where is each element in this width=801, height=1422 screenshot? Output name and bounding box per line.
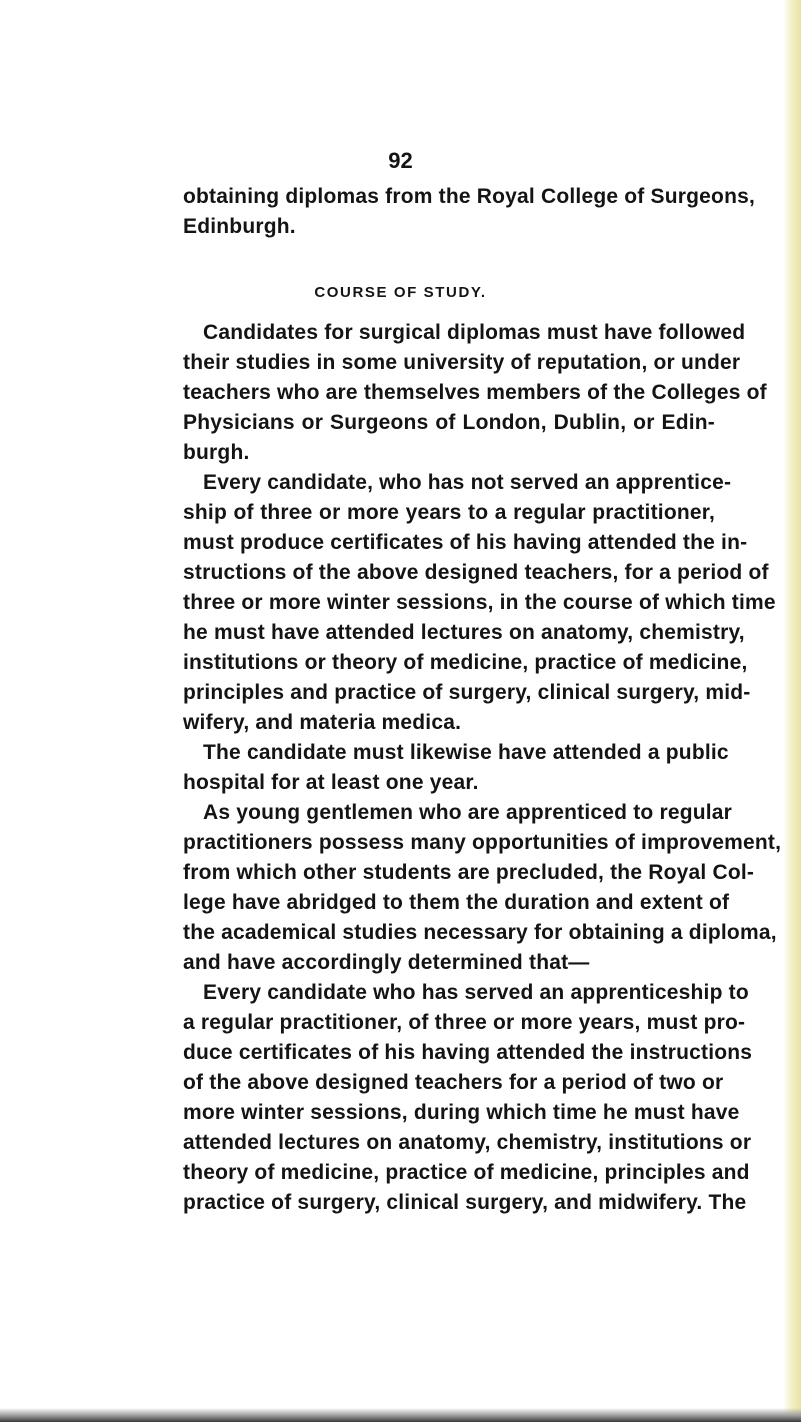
text-line: and have accordingly determined that—	[183, 951, 590, 974]
text-line: ship of three or more years to a regular practitioner,	[183, 501, 715, 524]
text-line: structions of the above designed teachers, for a period of	[183, 561, 769, 584]
text-line: practitioners possess many opportunities of improvement,	[183, 831, 782, 854]
section-heading: COURSE OF STUDY.	[314, 284, 487, 301]
text-line: attended lectures on anatomy, chemistry, institutions or	[183, 1131, 752, 1154]
text-line: burgh.	[183, 441, 250, 464]
text-line: theory of medicine, practice of medicine, principles and	[183, 1161, 750, 1184]
text-line: Candidates for surgical diplomas must have followed	[203, 321, 746, 344]
text-line: The candidate must likewise have attended a public	[203, 741, 729, 764]
text-line: Edinburgh.	[183, 215, 296, 238]
text-line: Every candidate, who has not served an apprentice-	[203, 471, 732, 494]
text-line: three or more winter sessions, in the course of which time	[183, 591, 776, 614]
text-line: duce certificates of his having attended the instructions	[183, 1041, 753, 1064]
text-line: of the above designed teachers for a period of two or	[183, 1071, 724, 1094]
text-line: must produce certificates of his having attended the in-	[183, 531, 748, 554]
text-line: practice of surgery, clinical surgery, and midwifery. The	[183, 1191, 747, 1214]
text-line: principles and practice of surgery, clinical surgery, mid-	[183, 681, 751, 704]
text-line: Physicians or Surgeons of London, Dublin, or Edin-	[183, 411, 715, 434]
text-line: wifery, and materia medica.	[183, 711, 462, 734]
text-line: their studies in some university of reputation, or under	[183, 351, 741, 374]
body-text	[183, 318, 782, 1218]
intro-paragraph	[183, 182, 756, 242]
text-line: teachers who are themselves members of the Colleges of	[183, 381, 767, 404]
text-line: obtaining diplomas from the Royal College of Surgeons,	[183, 185, 756, 208]
text-line: Every candidate who has served an apprenticeship to	[203, 981, 749, 1004]
text-line: hospital for at least one year.	[183, 771, 479, 794]
text-line: institutions or theory of medicine, practice of medicine,	[183, 651, 748, 674]
page-number: 92	[388, 148, 413, 173]
page-edge-bottom	[0, 1408, 801, 1422]
text-line: he must have attended lectures on anatomy, chemistry,	[183, 621, 745, 644]
text-line: more winter sessions, during which time he must have	[183, 1101, 740, 1124]
text-line: lege have abridged to them the duration and extent of	[183, 891, 730, 914]
text-line: the academical studies necessary for obtaining a diploma,	[183, 921, 777, 944]
page-edge-right	[783, 0, 801, 1422]
text-line: a regular practitioner, of three or more years, must pro-	[183, 1011, 746, 1034]
text-line: As young gentlemen who are apprenticed to regular	[203, 801, 733, 824]
text-line: from which other students are precluded, the Royal Col-	[183, 861, 755, 884]
